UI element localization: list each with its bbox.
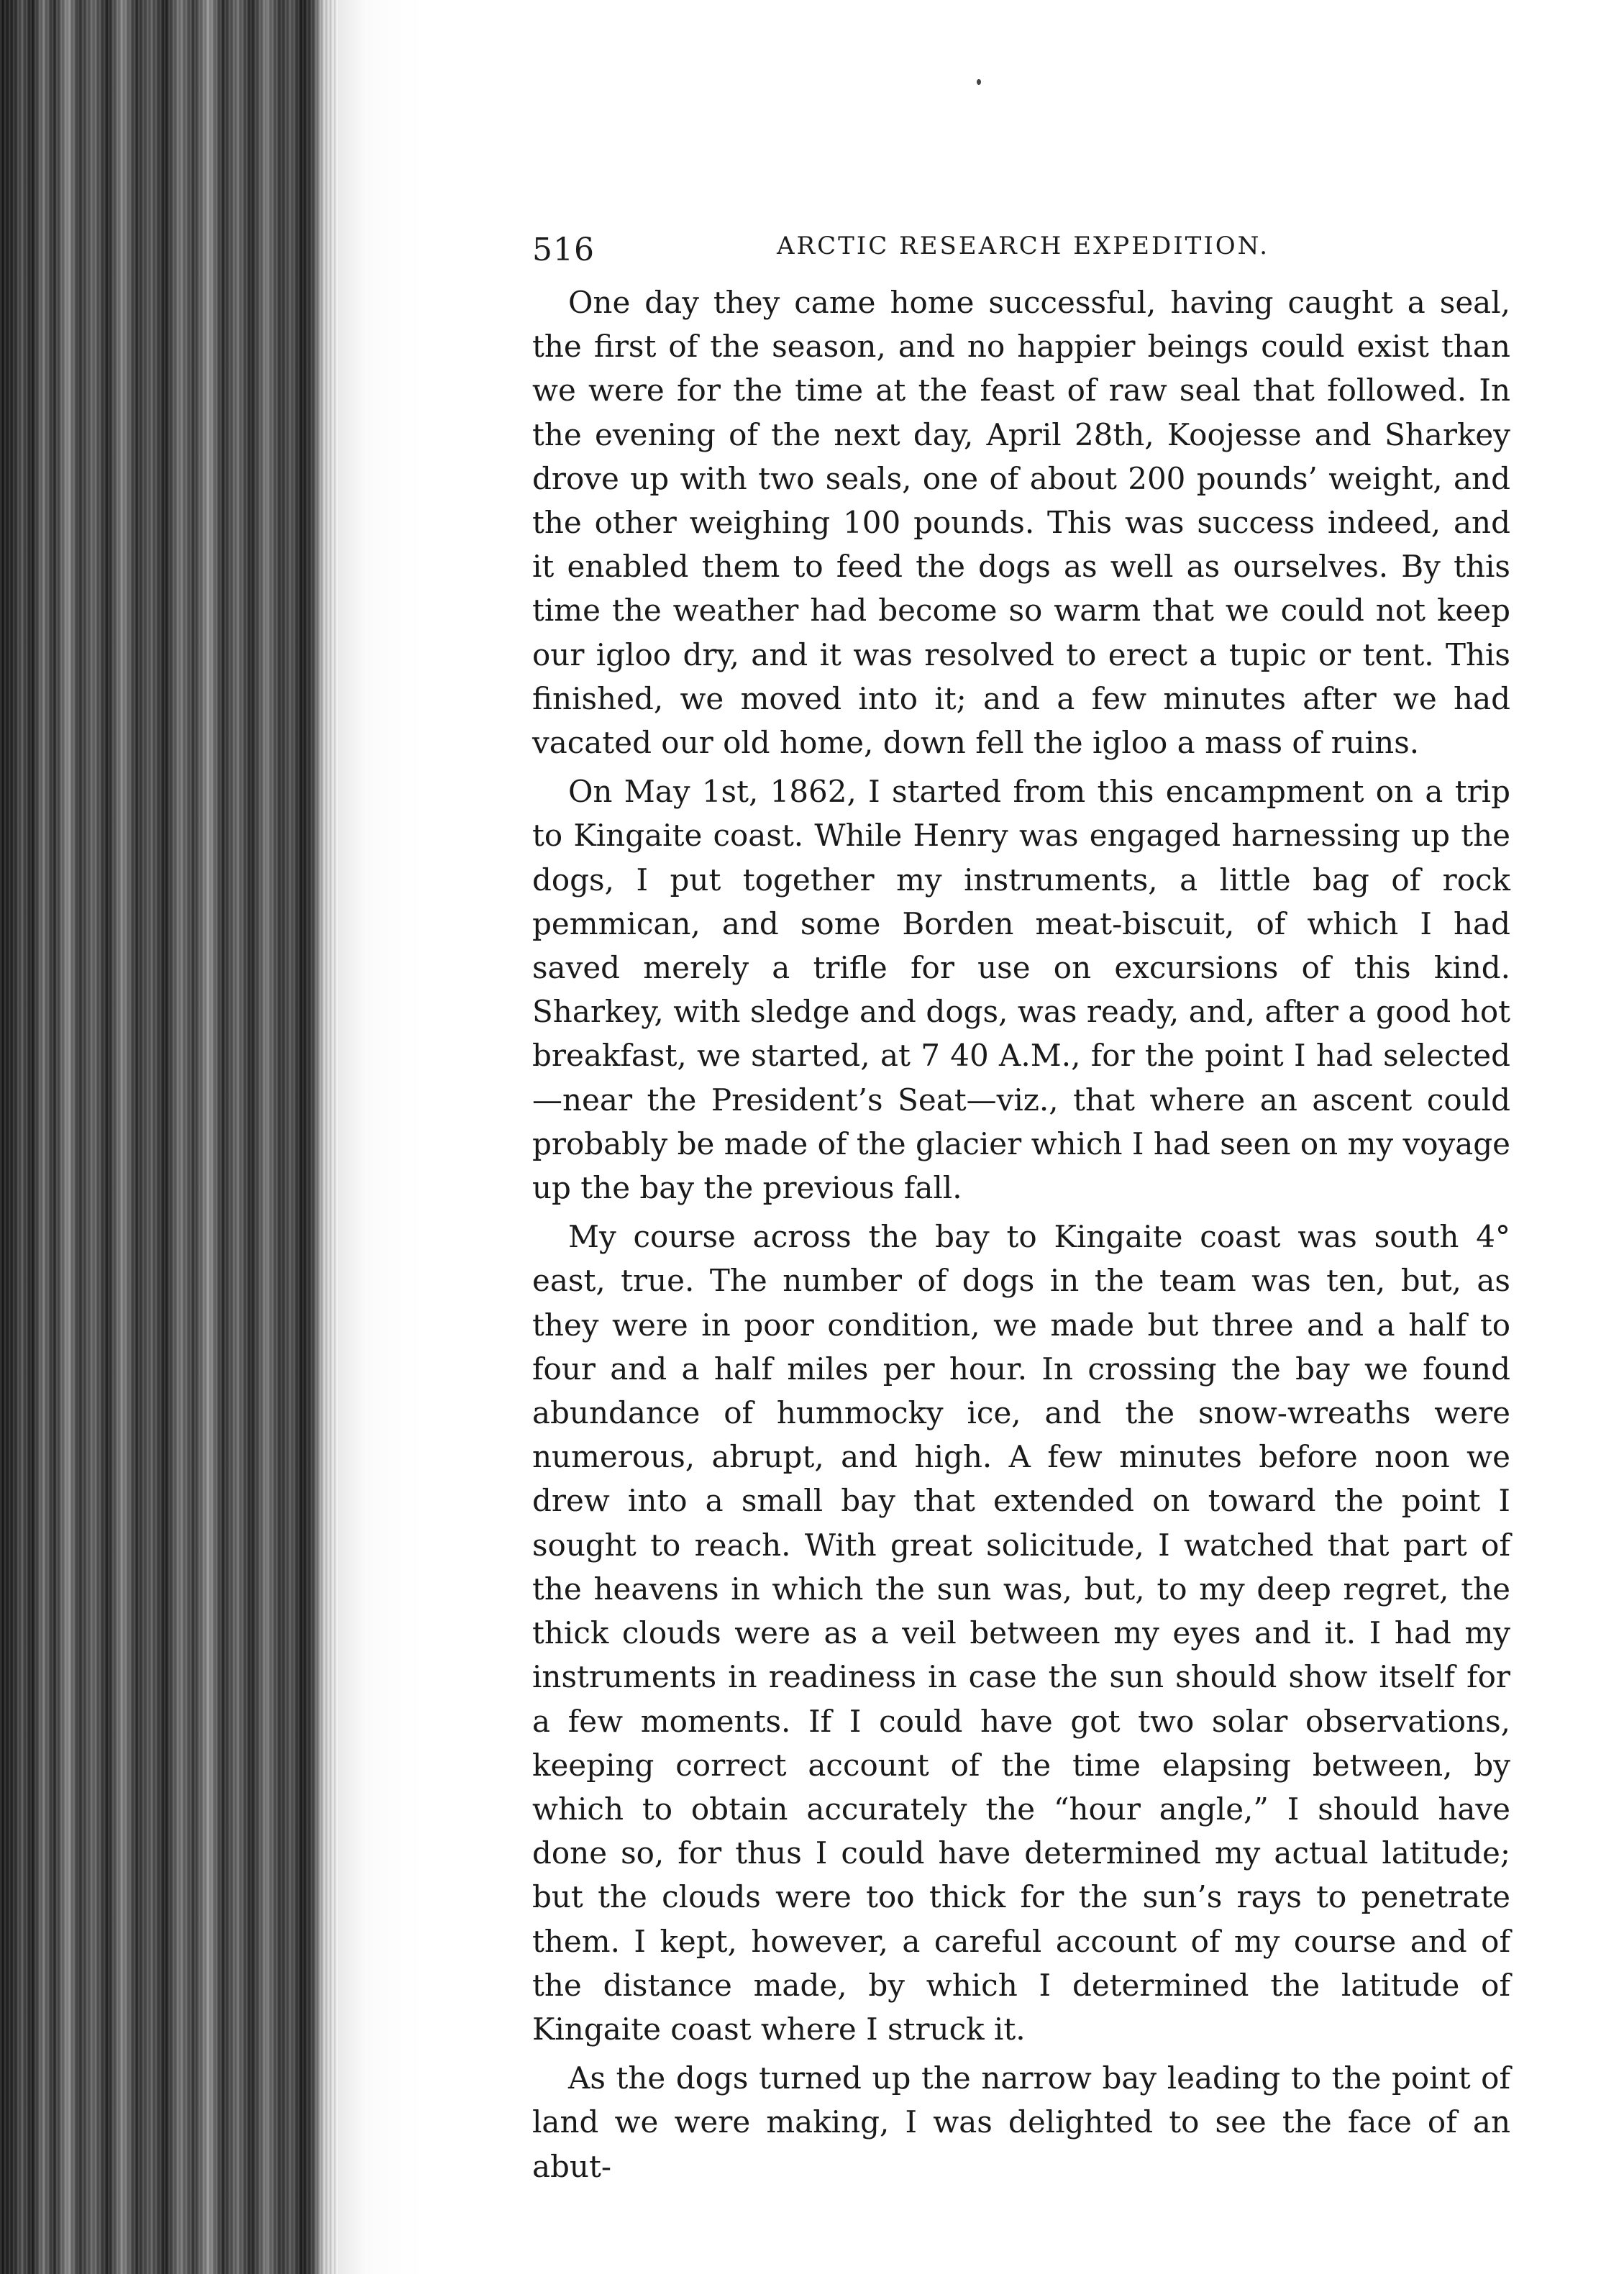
paragraph: My course across the bay to Kingaite coast was south 4° east, true. The number of dogs in the team was ten, but, as they were in poor condition, we made but three and a half to four and a half miles per hour. In crossing the bay we found abundance of hummocky ice, and the snow-wreaths were numerous, abrupt, and high. A few minutes before noon we drew into a small bay that extended on toward the point I sought to reach. With great solicitude, I watched that part of the heavens in which the sun was, but, to my deep regret, the thick clouds were as a veil between my eyes and it. I had my instruments in readiness in case the sun should show itself for a few moments. If I could have got two solar observations, keeping correct account of the time elapsing between, by which to obtain accurately the “hour angle,” I should have done so, for thus I could have determined my actual latitude; but the clouds were too thick for the sun’s rays to penetrate them. I kept, however, a careful account of my course and of the distance made, by which I determined the latitude of Kingaite coast where I struck it. (532, 1219, 1510, 2047)
book-page-edges (0, 0, 338, 2274)
running-head: ARCTIC RESEARCH EXPEDITION. (777, 232, 1270, 260)
body-text (532, 280, 1510, 2193)
paragraph: On May 1st, 1862, I started from this encampment on a trip to Kingaite coast. While Henry was engaged harnessing up the dogs, I put together my instruments, a little bag of rock pemmican, and some Borden meat-biscuit, of which I had saved merely a trifle for use on excursions of this kind. Sharkey, with sledge and dogs, was ready, and, after a good hot breakfast, we started, at 7 40 A.M., for the point I had selected—near the President’s Seat—viz., that where an ascent could probably be made of the glacier which I had seen on my voyage up the bay the previous fall. (532, 774, 1510, 1206)
ink-speck (977, 79, 981, 85)
paragraph: As the dogs turned up the narrow bay leading to the point of land we were making, I was delighted to see the face of an abut- (532, 2060, 1510, 2184)
page-header (532, 224, 1510, 268)
page-number: 516 (532, 232, 595, 268)
paragraph: One day they came home successful, having caught a seal, the first of the season, and no happier beings could exist than we were for the time at the feast of raw seal that followed. In the evening of the next day, April 28th, Koojesse and Sharkey drove up with two seals, one of about 200 pounds’ weight, and the other weighing 100 pounds. This was success indeed, and it enabled them to feed the dogs as well as ourselves. By this time the weather had become so warm that we could not keep our igloo dry, and it was resolved to erect a tupic or tent. This finished, we moved into it; and a few minutes after we had vacated our old home, down fell the igloo a mass of ruins. (532, 285, 1510, 761)
